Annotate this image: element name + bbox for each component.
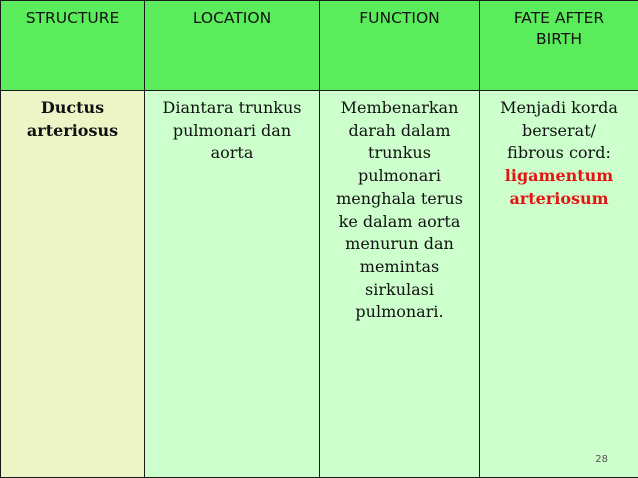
structure-cell: [1, 91, 145, 478]
header-structure: STRUCTURE: [1, 1, 145, 91]
function-line: memintas: [359, 257, 440, 277]
header-fate-line: FATE AFTER: [513, 9, 605, 27]
function-cell: [320, 91, 480, 478]
function-line: trunkus: [368, 143, 431, 163]
header-fate-after-birth: [480, 1, 638, 91]
header-row: [1, 1, 638, 91]
function-line: pulmonari: [357, 166, 442, 186]
location-cell: [145, 91, 320, 478]
function-line: sirkulasi: [365, 279, 434, 299]
function-line: ke dalam aorta: [338, 211, 461, 231]
function-line: menurun dan: [345, 234, 454, 254]
header-function: FUNCTION: [320, 1, 480, 91]
location-line: pulmonari dan: [172, 120, 292, 140]
function-line: darah dalam: [348, 120, 451, 140]
fate-highlight-line: ligamentum: [504, 166, 614, 186]
function-line: Membenarkan: [340, 98, 459, 117]
fate-cell: [480, 91, 638, 478]
structure-line: Ductus: [40, 98, 105, 117]
location-line: aorta: [210, 143, 254, 163]
location-line: Diantara trunkus: [162, 98, 302, 117]
header-location: LOCATION: [145, 1, 320, 91]
fate-line: fibrous cord:: [507, 143, 611, 163]
fate-line: berserat/: [521, 120, 597, 140]
fate-highlight-line: arteriosum: [509, 188, 609, 208]
function-line: pulmonari.: [355, 302, 444, 322]
fate-line: Menjadi korda: [500, 98, 618, 117]
function-line: menghala terus: [336, 188, 463, 208]
table-row: [1, 91, 638, 478]
structure-line: arteriosus: [26, 120, 119, 140]
header-fate-line: BIRTH: [536, 29, 582, 48]
page-number: 28: [595, 454, 608, 465]
